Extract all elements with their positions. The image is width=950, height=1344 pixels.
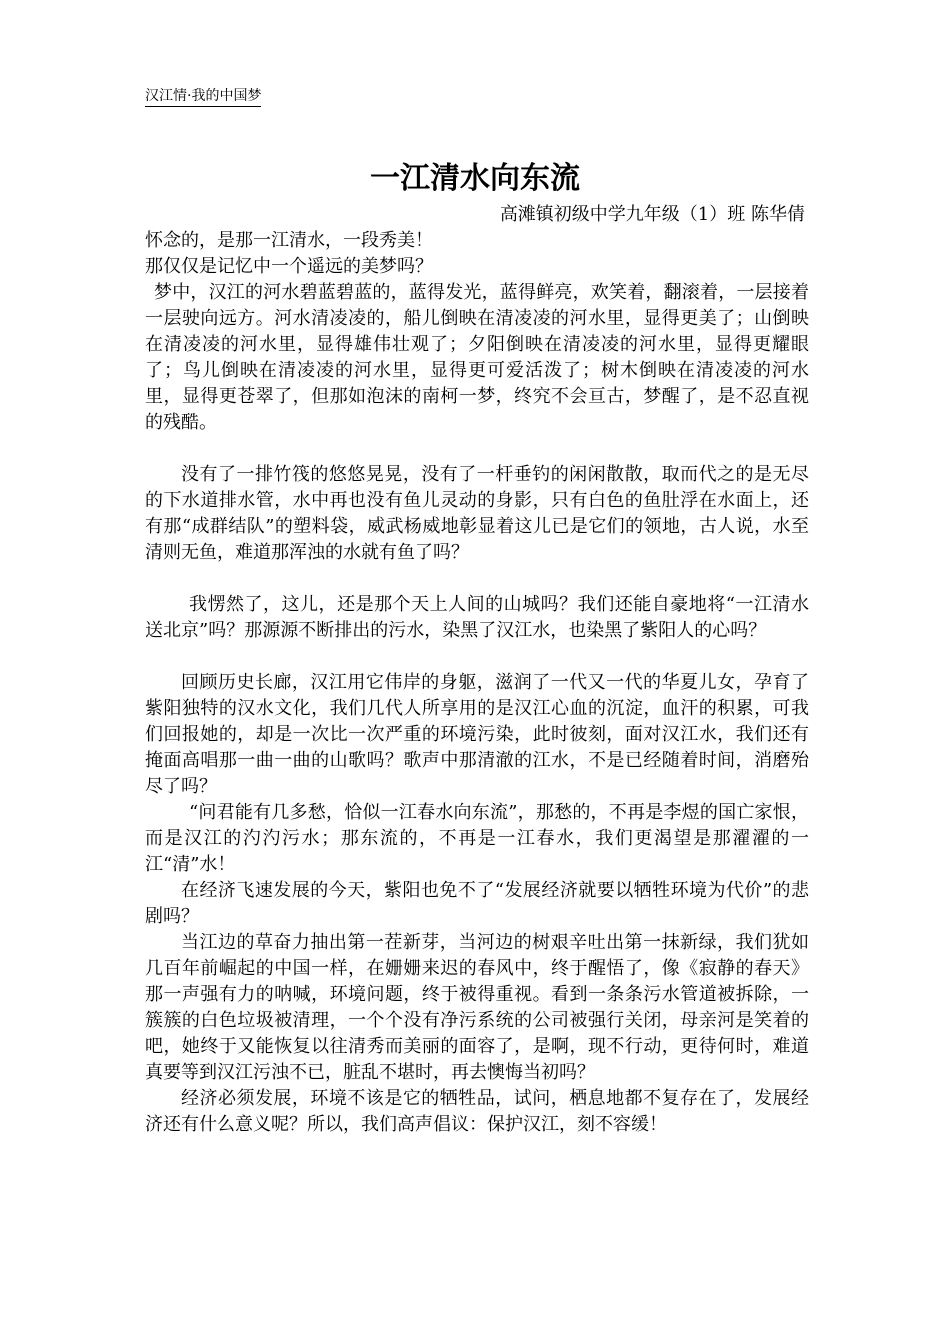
paragraph: 在经济飞速发展的今天，紫阳也免不了“发展经济就要以牺牲环境为代价”的悲剧吗？	[145, 880, 809, 927]
paragraph: 没有了一排竹筏的悠悠晃晃，没有了一杆垂钓的闲闲散散，取而代之的是无尽的下水道排水管，水中再也没有鱼儿灵动的身影，只有白色的鱼肚浮在水面上，还有那“成群结队”的塑料袋，威武杨威地彰显着这儿已是它们的领地，古人说，水至清则无鱼，难道那浑浊的水就有鱼了吗？	[145, 464, 809, 563]
paragraph: “问君能有几多愁，恰似一江春水向东流”，那愁的，不再是李煜的国亡家恨，而是汉江的汋汋污水；那东流的，不再是一江春水，我们更渴望是那濯濯的一江“清”水！	[145, 802, 809, 875]
paragraph: 经济必须发展，环境不该是它的牺牲品，试问，栖息地都不复存在了，发展经济还有什么意义呢？所以，我们高声倡议：保护汉江，刻不容缓！	[145, 1088, 809, 1135]
paragraph: 那仅仅是记忆中一个遥远的美梦吗？	[145, 256, 433, 277]
article-title: 一江清水向东流	[370, 161, 580, 196]
paragraph: 梦中，汉江的河水碧蓝碧蓝的，蓝得发光，蓝得鲜亮，欢笑着，翻滚着，一层接着一层驶向远方。河水清凌凌的，船儿倒映在清凌凌的河水里，显得更美了；山倒映在清凌凌的河水里，显得雄伟壮观了；夕阳倒映在清凌凌的河水里，显得更耀眼了；鸟儿倒映在清凌凌的河水里，显得更可爱活泼了；树木倒映在清凌凌的河水里，显得更苍翠了，但那如泡沫的南柯一梦，终究不会亘古，梦醒了，是不忍直视的残酷。	[145, 282, 809, 433]
page-header: 汉江情·我的中国梦	[145, 87, 261, 107]
paragraph: 怀念的，是那一江清水，一段秀美！	[145, 230, 433, 251]
article-byline: 高滩镇初级中学九年级（1）班 陈华倩	[499, 204, 805, 225]
paragraph: 我愣然了，这儿，还是那个天上人间的山城吗？我们还能自豪地将“一江清水送北京”吗？那源源不断排出的污水，染黑了汉江水，也染黑了紫阳人的心吗？	[145, 594, 809, 641]
paragraph: 当江边的草奋力抽出第一茬新芽，当河边的树艰辛吐出第一抹新绿，我们犹如几百年前崛起的中国一样，在姗姗来迟的春风中，终于醒悟了，像《寂静的春天》那一声强有力的呐喊，环境问题，终于被得重视。看到一条条污水管道被拆除，一簇簇的白色垃圾被清理，一个个没有净污系统的公司被强行关闭，母亲河是笑着的吧，她终于又能恢复以往清秀而美丽的面容了，是啊，现不行动，更待何时，难道真要等到汉江污浊不已，脏乱不堪时，再去懊悔当初吗？	[145, 932, 809, 1083]
paragraph: 回顾历史长廊，汉江用它伟岸的身躯，滋润了一代又一代的华夏儿女，孕育了紫阳独特的汉水文化，我们几代人所享用的是汉江心血的沉淀，血汗的积累，可我们回报她的，却是一次比一次严重的环境污染，此时彼刻，面对汉江水，我们还有掩面高唱那一曲一曲的山歌吗？歌声中那清澈的江水，不是已经随着时间，消磨殆尽了吗？	[145, 672, 809, 797]
article-body	[145, 228, 809, 1138]
